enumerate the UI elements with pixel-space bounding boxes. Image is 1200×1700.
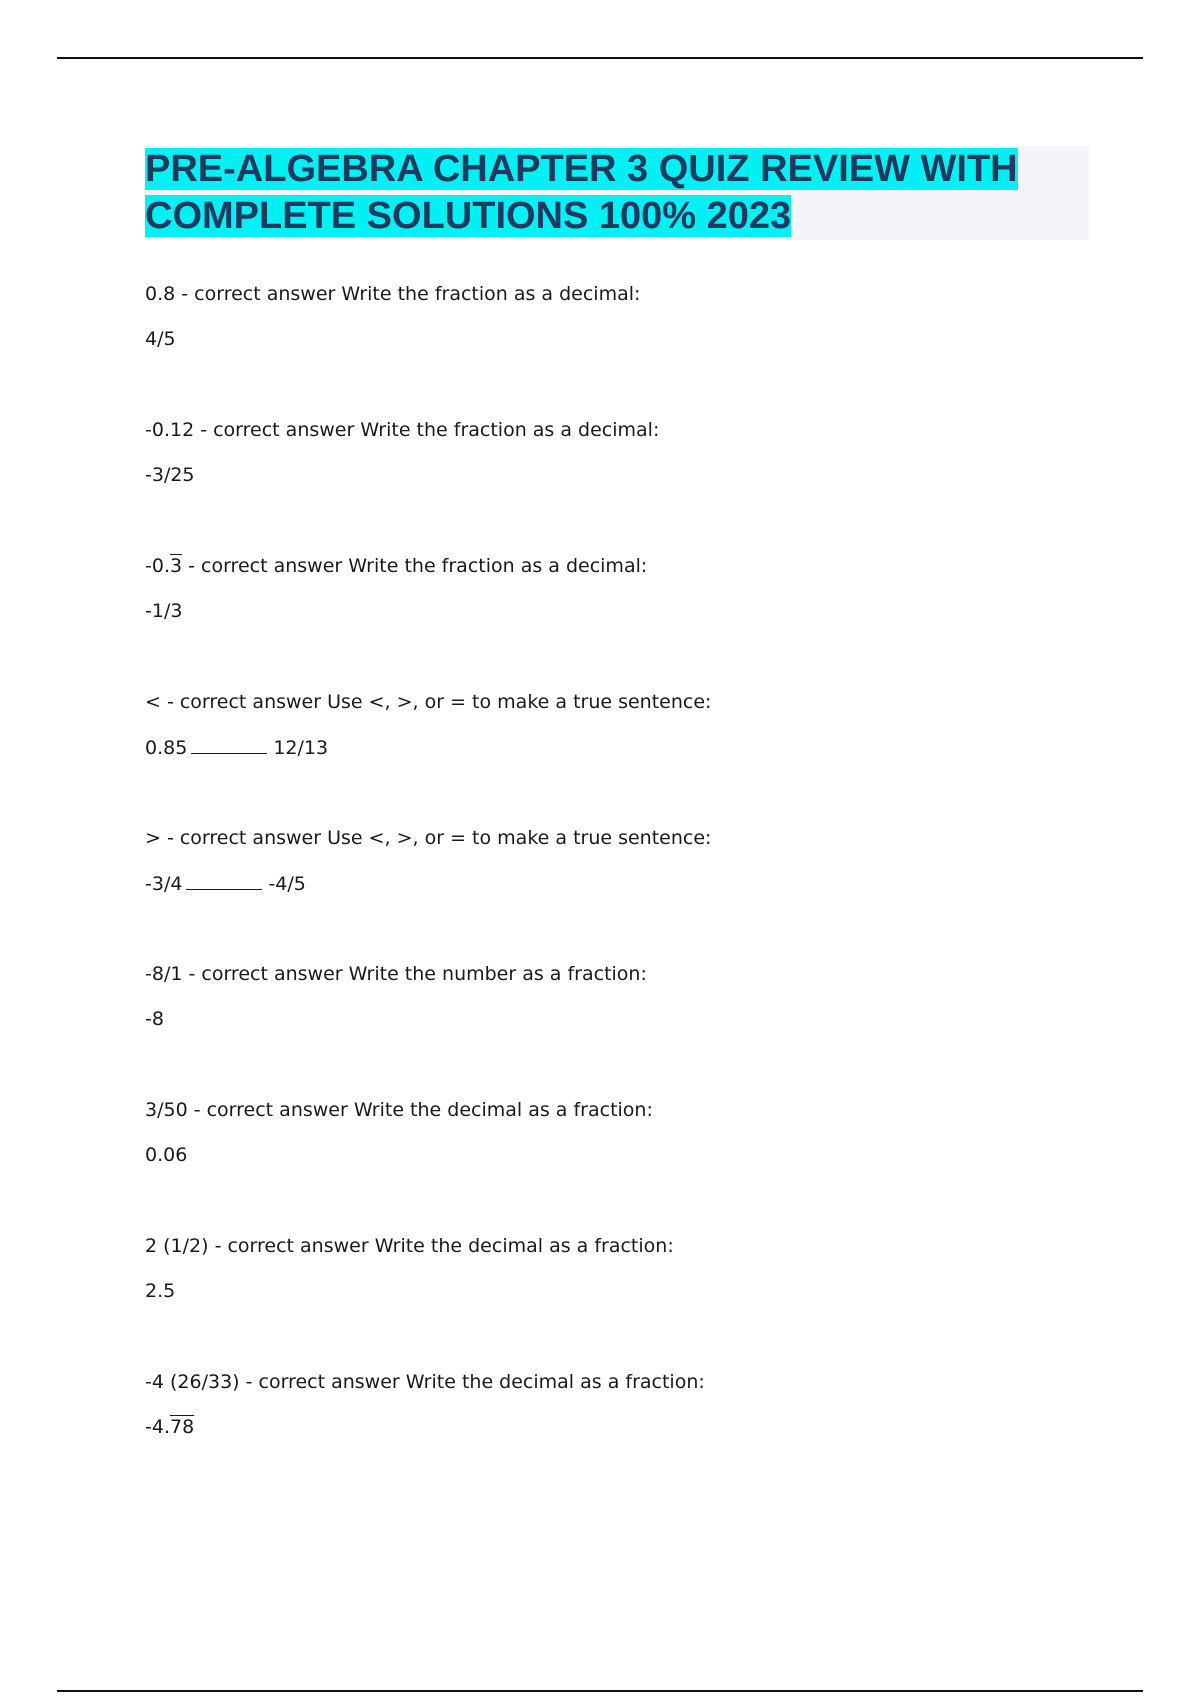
qa-question: -0.3 - correct answer Write the fraction as a decimal: bbox=[145, 555, 648, 577]
qa-answer: 0.8 bbox=[145, 283, 176, 305]
qa-item bbox=[145, 1098, 1095, 1234]
qa-prompt: Write the fraction as a decimal: bbox=[341, 283, 641, 305]
qa-item bbox=[145, 826, 1095, 962]
comparison-right: 12/13 bbox=[273, 737, 329, 759]
qa-value: 4/5 bbox=[145, 328, 176, 350]
qa-list bbox=[145, 282, 1095, 1506]
qa-answer: -8/1 bbox=[145, 963, 183, 985]
qa-comparison bbox=[145, 735, 1095, 759]
bottom-rule bbox=[57, 1690, 1143, 1692]
qa-value: -1/3 bbox=[145, 600, 183, 622]
qa-prompt: Use <, >, or = to make a true sentence: bbox=[327, 827, 712, 849]
qa-value: -4.78 bbox=[145, 1416, 195, 1438]
qa-prompt: Write the decimal as a fraction: bbox=[374, 1235, 674, 1257]
qa-answer: > bbox=[145, 827, 161, 849]
qa-item bbox=[145, 554, 1095, 690]
document-title bbox=[145, 146, 1089, 240]
repeating-digits: 78 bbox=[169, 1416, 195, 1438]
qa-value: -8 bbox=[145, 1008, 164, 1030]
qa-prompt: Write the fraction as a decimal: bbox=[348, 555, 648, 577]
qa-prompt: Write the decimal as a fraction: bbox=[353, 1099, 653, 1121]
qa-value: 0.06 bbox=[145, 1144, 188, 1166]
qa-value: -3/25 bbox=[145, 464, 195, 486]
qa-item bbox=[145, 962, 1095, 1098]
comparison-right: -4/5 bbox=[268, 873, 306, 895]
qa-item bbox=[145, 690, 1095, 826]
qa-question: 0.8 - correct answer Write the fraction as a decimal: bbox=[145, 283, 641, 305]
qa-value: 2.5 bbox=[145, 1280, 176, 1302]
top-rule bbox=[57, 57, 1143, 59]
qa-item bbox=[145, 1370, 1095, 1506]
qa-answer: -0.3 bbox=[145, 555, 183, 577]
title-line-1: PRE-ALGEBRA CHAPTER 3 QUIZ REVIEW WITH bbox=[145, 148, 1018, 190]
title-line-2: COMPLETE SOLUTIONS 100% 2023 bbox=[145, 195, 792, 237]
qa-question: -8/1 - correct answer Write the number as a fraction: bbox=[145, 963, 647, 985]
qa-question: < - correct answer Use <, >, or = to make a true sentence: bbox=[145, 691, 712, 713]
repeating-digit: 3 bbox=[169, 555, 183, 577]
qa-prompt: Write the number as a fraction: bbox=[348, 963, 647, 985]
qa-prompt: Write the decimal as a fraction: bbox=[405, 1371, 705, 1393]
comparison-left: -3/4 bbox=[145, 873, 183, 895]
qa-item bbox=[145, 1234, 1095, 1370]
qa-comparison bbox=[145, 871, 1095, 895]
qa-answer: 3/50 bbox=[145, 1099, 188, 1121]
qa-question: -4 (26/33) - correct answer Write the decimal as a fraction: bbox=[145, 1371, 705, 1393]
answer-blank bbox=[186, 871, 262, 890]
qa-item bbox=[145, 418, 1095, 554]
qa-item bbox=[145, 282, 1095, 418]
answer-blank bbox=[191, 735, 267, 754]
qa-question: 2 (1/2) - correct answer Write the decimal as a fraction: bbox=[145, 1235, 674, 1257]
qa-question: -0.12 - correct answer Write the fraction as a decimal: bbox=[145, 419, 660, 441]
qa-question: > - correct answer Use <, >, or = to make a true sentence: bbox=[145, 827, 712, 849]
comparison-left: 0.85 bbox=[145, 737, 188, 759]
qa-answer: 2 (1/2) bbox=[145, 1235, 209, 1257]
qa-answer: -4 (26/33) bbox=[145, 1371, 240, 1393]
qa-prompt: Write the fraction as a decimal: bbox=[360, 419, 660, 441]
title-block bbox=[145, 146, 1089, 240]
qa-answer: -0.12 bbox=[145, 419, 195, 441]
qa-answer: < bbox=[145, 691, 161, 713]
qa-question: 3/50 - correct answer Write the decimal as a fraction: bbox=[145, 1099, 653, 1121]
qa-prompt: Use <, >, or = to make a true sentence: bbox=[327, 691, 712, 713]
